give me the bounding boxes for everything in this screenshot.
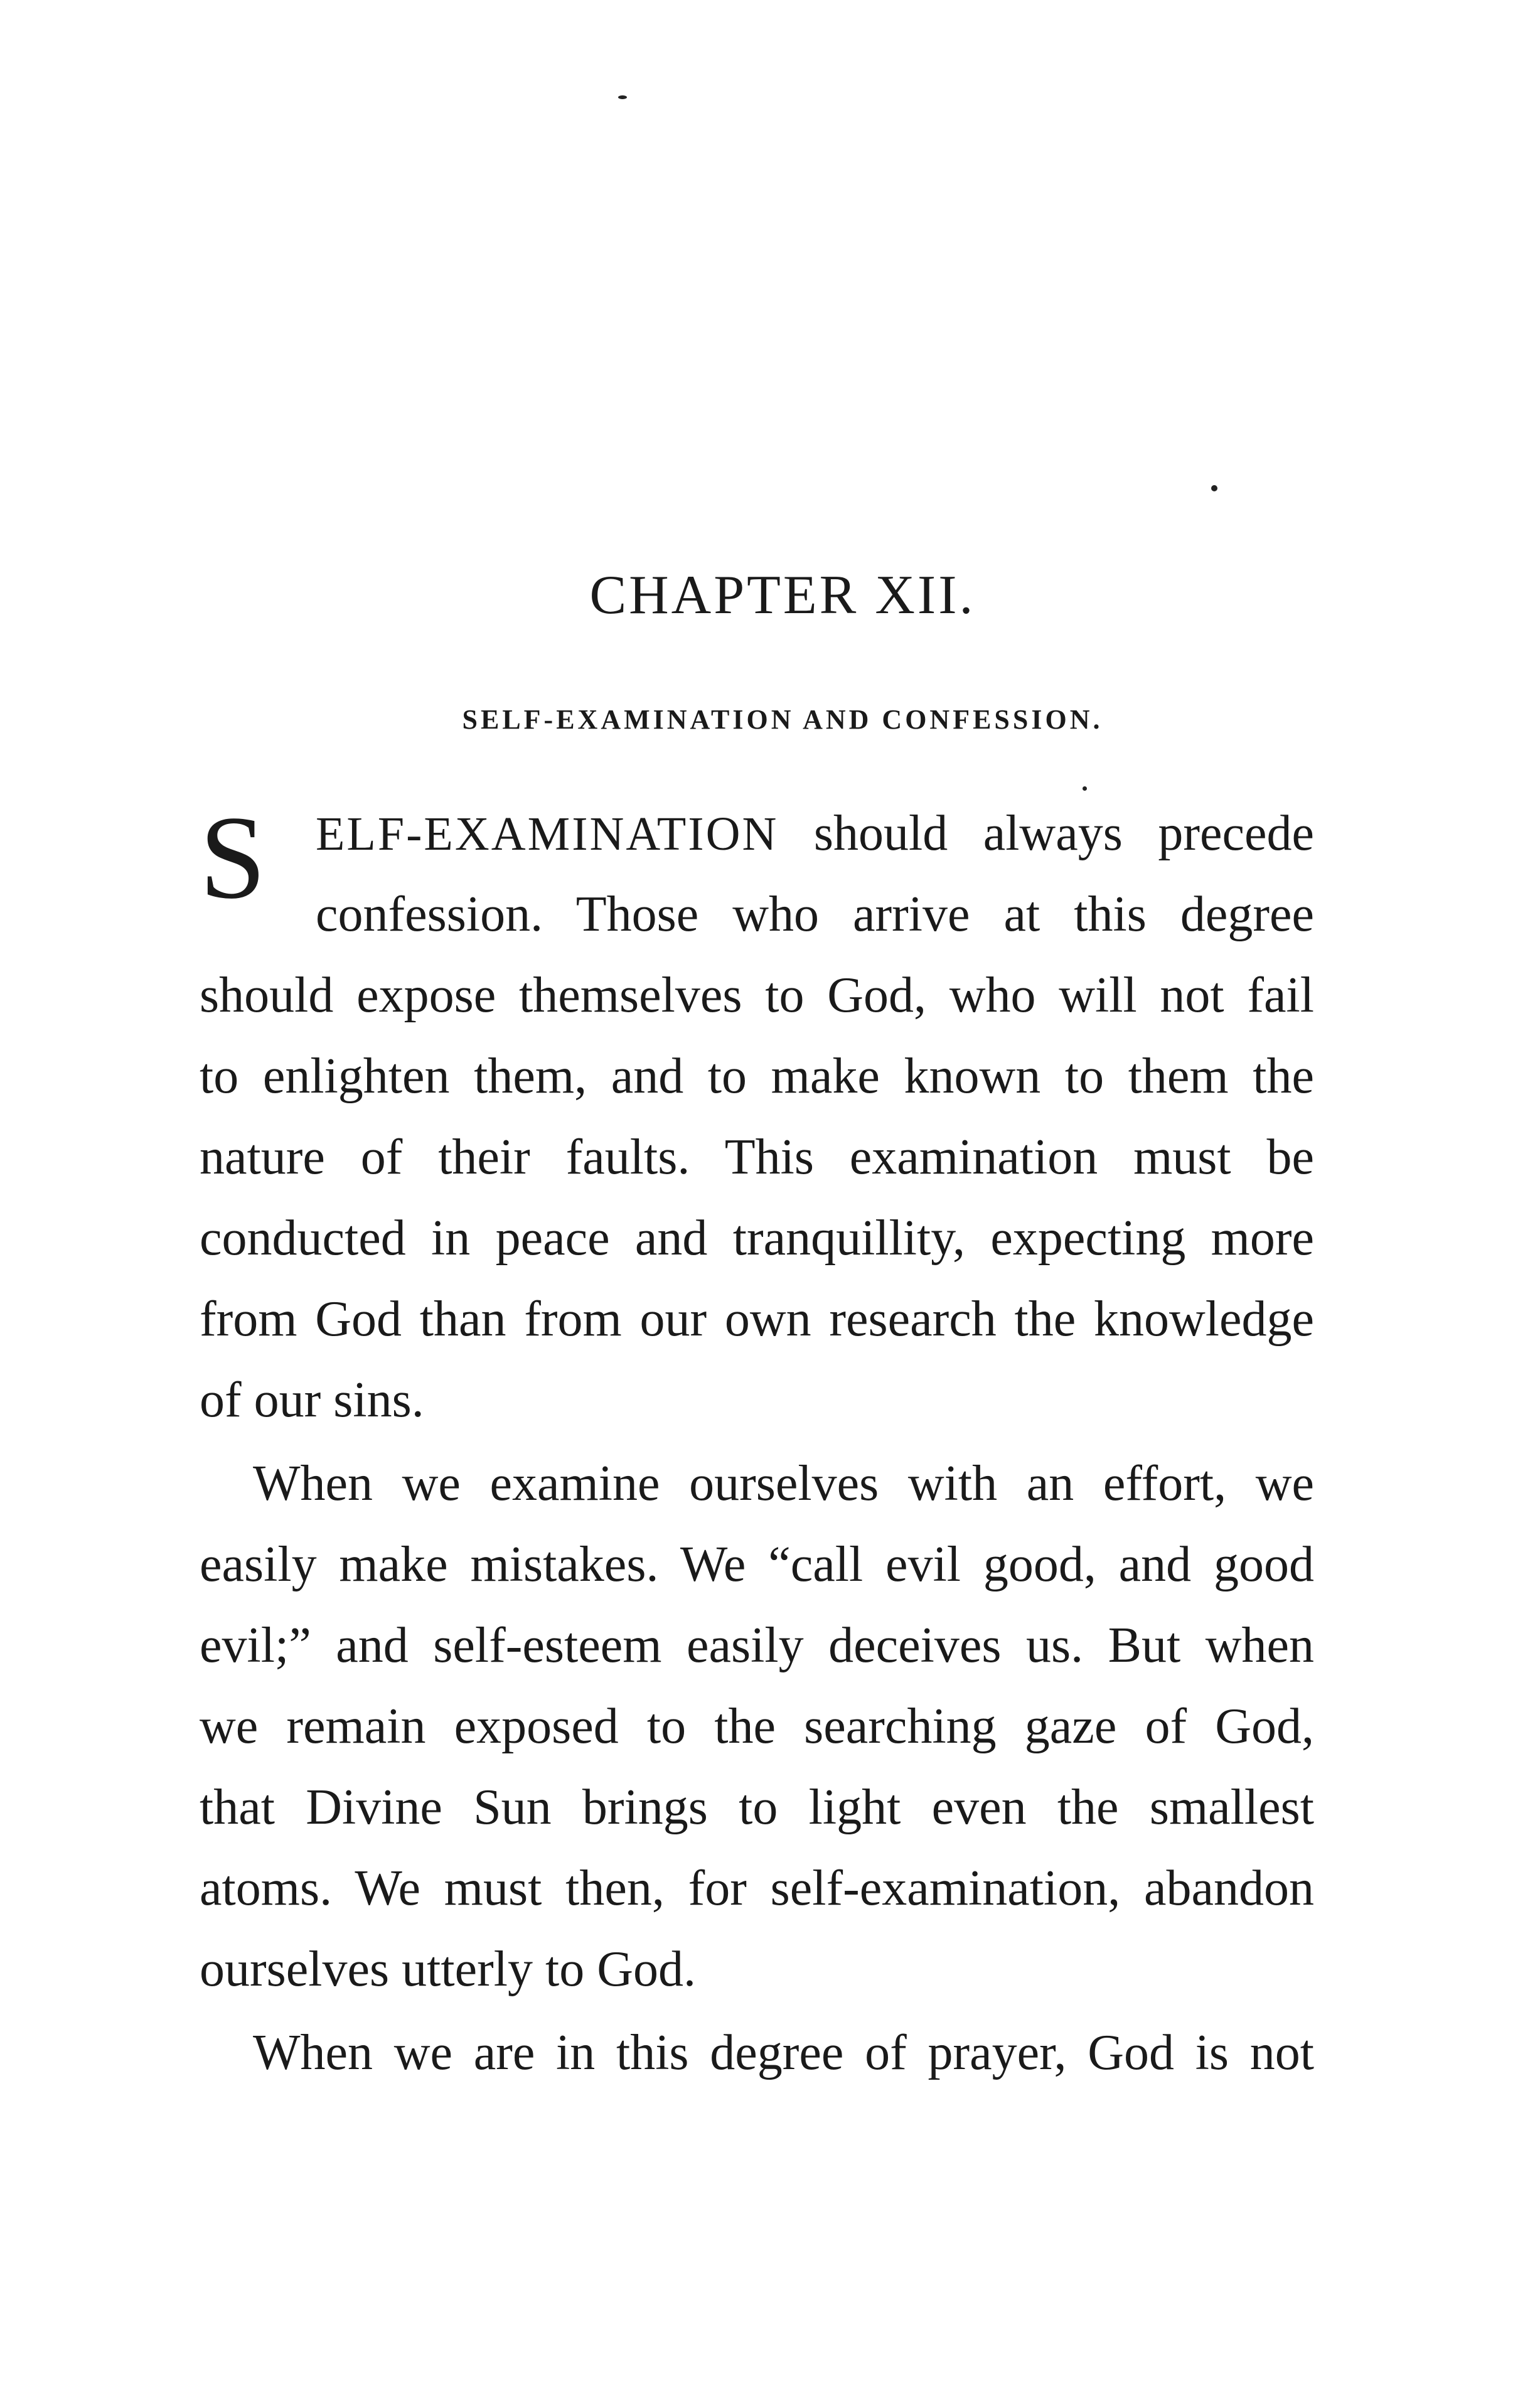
chapter-body [200, 793, 1314, 2094]
paragraph-line: we remain exposed to the searching gaze of God, [200, 1699, 1314, 1754]
chapter-subtitle: SELF-EXAMINATION AND CONFESSION. [462, 704, 1103, 735]
paragraph-line: should expose themselves to God, who will not fail [200, 968, 1314, 1023]
print-speck [1211, 485, 1217, 491]
paragraph-line: to enlighten them, and to make known to them the [200, 1049, 1314, 1104]
paragraph-2 [200, 1443, 1314, 2010]
paragraph-line: When we examine ourselves with an effort, we [253, 1456, 1314, 1511]
paragraph-line: When we are in this degree of prayer, God is not [253, 2025, 1314, 2080]
paragraph-3 [200, 2013, 1314, 2094]
paragraph-line: nature of their faults. This examination must be [200, 1130, 1314, 1185]
drop-cap: S [200, 792, 266, 924]
paragraph-line: easily make mistakes. We “call evil good, and good [200, 1537, 1314, 1592]
paragraph-line: of our sins. [200, 1372, 424, 1428]
paragraph-line: atoms. We must then, for self-examination, abandon [200, 1861, 1314, 1916]
paragraph-line: from God than from our own research the knowledge [200, 1292, 1314, 1347]
paragraph-line: confession. Those who arrive at this degree [316, 887, 1314, 942]
line-text: should always precede [813, 806, 1314, 861]
print-speck [618, 95, 627, 99]
paragraph-line: conducted in peace and tranquillity, expecting more [200, 1211, 1314, 1266]
chapter-title: CHAPTER XII. [589, 565, 976, 626]
paragraph-line: that Divine Sun brings to light even the smallest [200, 1780, 1314, 1835]
paragraph-line: evil;” and self-esteem easily deceives us. But when [200, 1618, 1314, 1673]
opening-word: ELF-EXAMINATION [316, 808, 779, 860]
paragraph-line: ourselves utterly to God. [200, 1942, 696, 1997]
print-speck [1083, 786, 1087, 791]
paragraph-1 [200, 793, 1314, 1441]
